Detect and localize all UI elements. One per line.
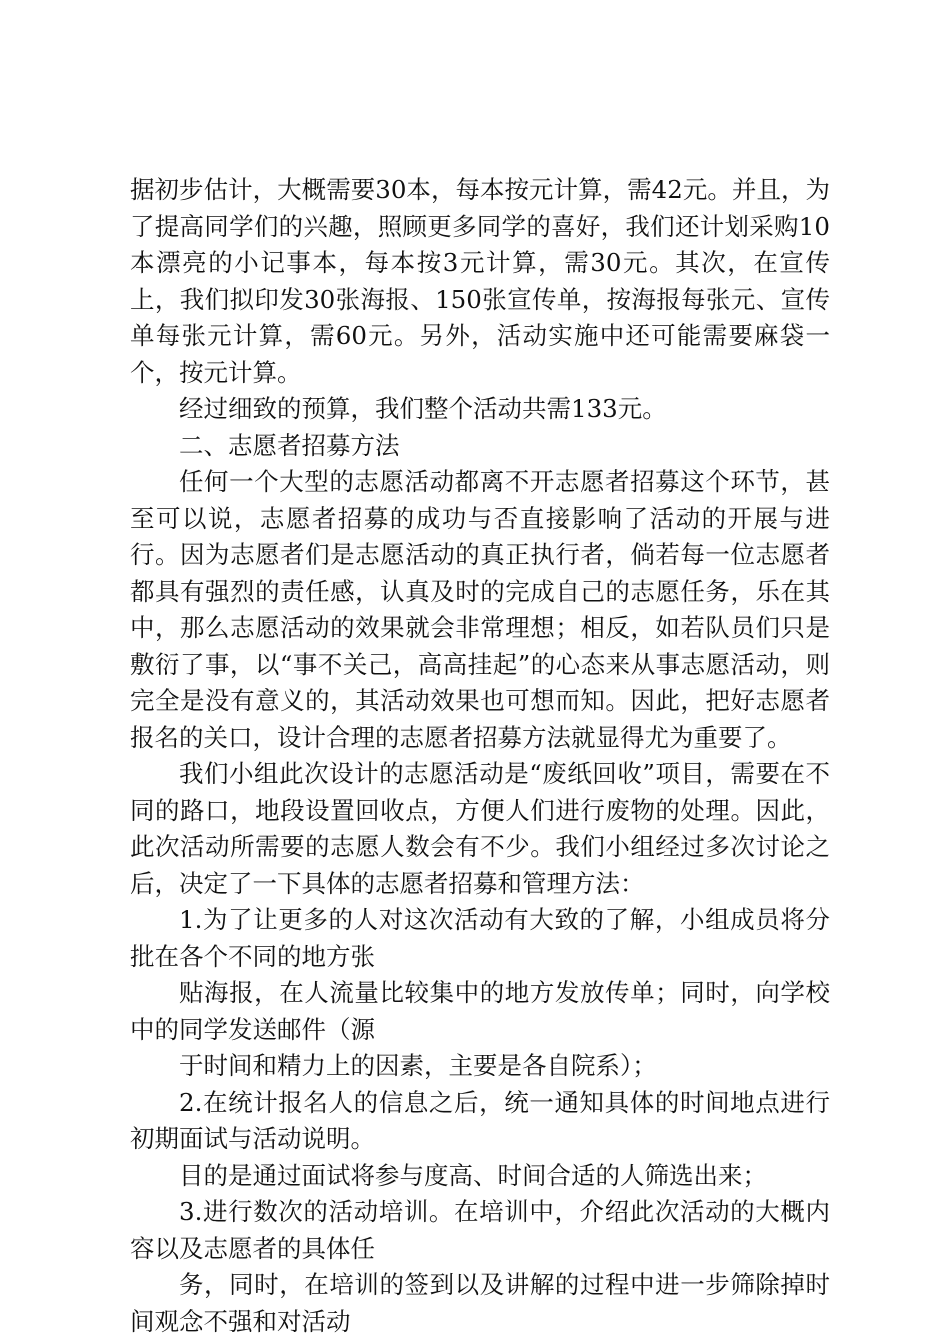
list-item-1-line-1: 1.为了让更多的人对这次活动有大致的了解，小组成员将分批在各个不同的地方张 [130, 905, 830, 971]
document-page [130, 172, 830, 1340]
list-item-1-line-3: 于时间和精力上的因素，主要是各自院系）； [179, 1051, 657, 1080]
paragraph-project-description: 我们小组此次设计的志愿活动是“废纸回收”项目，需要在不同的路口，地段设置回收点，方便人们进行废物的处理。因此，此次活动所需要的志愿人数会有不少。我们小组经过多次讨论之后，决定了一下具体的志愿者招募和管理方法： [130, 759, 830, 898]
list-item-3-line-2: 务，同时，在培训的签到以及讲解的过程中进一步筛除掉时间观念不强和对活动 [130, 1270, 830, 1336]
list-item-1-line-2: 贴海报，在人流量比较集中的地方发放传单；同时，向学校中的同学发送邮件（源 [130, 978, 830, 1044]
list-item-3-line-1: 3.进行数次的活动培训。在培训中，介绍此次活动的大概内容以及志愿者的具体任 [130, 1197, 830, 1263]
paragraph-budget-estimate: 据初步估计，大概需要30本，每本按元计算，需42元。并且，为了提高同学们的兴趣，照顾更多同学的喜好，我们还计划采购10本漂亮的小记事本，每本按3元计算，需30元。其次，在宣传上，我们拟印发30张海报、150张宣传单，按海报每张元、宣传单每张元计算，需60元。另外，活动实施中还可能需要麻袋一个，按元计算。 [130, 175, 830, 387]
paragraph-budget-total: 经过细致的预算，我们整个活动共需133元。 [179, 394, 667, 423]
paragraph-recruitment-importance: 任何一个大型的志愿活动都离不开志愿者招募这个环节，甚至可以说，志愿者招募的成功与否直接影响了活动的开展与进行。因为志愿者们是志愿活动的真正执行者，倘若每一位志愿者都具有强烈的责任感，认真及时的完成自己的志愿任务，乐在其中，那么志愿活动的效果就会非常理想；相反，如若队员们只是敷衍了事，以“事不关己，高高挂起”的心态来从事志愿活动，则完全是没有意义的，其活动效果也可想而知。因此，把好志愿者报名的关口，设计合理的志愿者招募方法就显得尤为重要了。 [130, 467, 830, 752]
section-heading-recruitment: 二、志愿者招募方法 [179, 430, 400, 460]
list-item-2-line-1: 2.在统计报名人的信息之后，统一通知具体的时间地点进行初期面试与活动说明。 [130, 1087, 830, 1153]
list-item-2-line-2: 目的是通过面试将参与度高、时间合适的人筛选出来； [179, 1160, 767, 1190]
